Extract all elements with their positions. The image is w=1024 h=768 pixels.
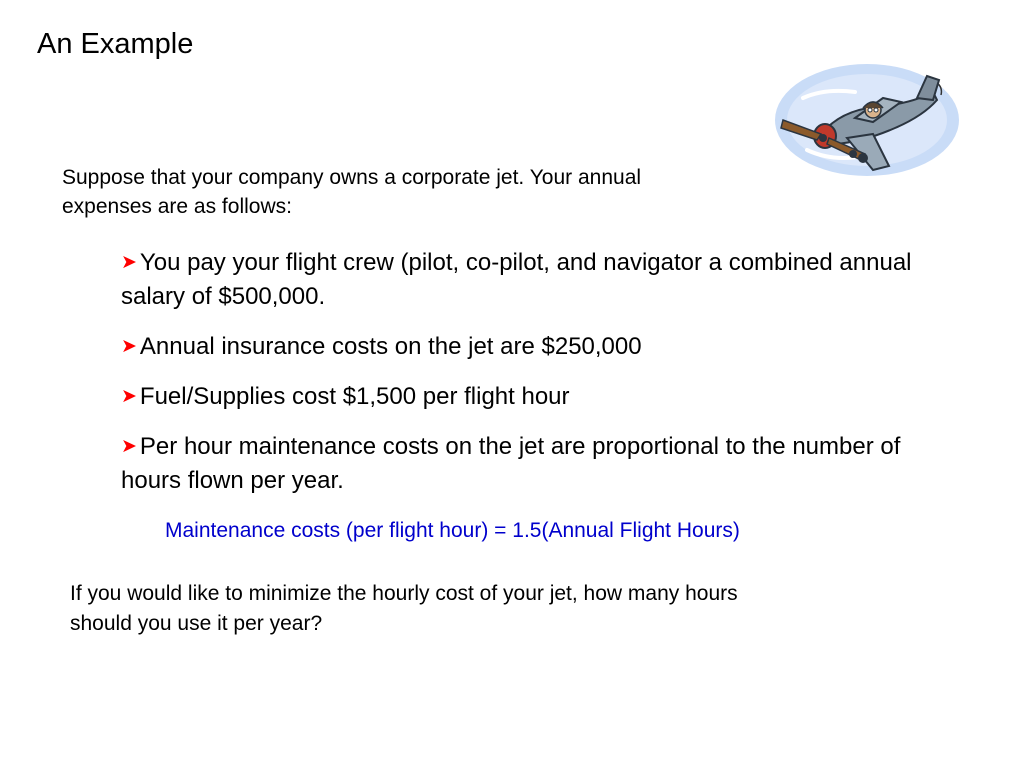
list-item-text: Annual insurance costs on the jet are $250,000 bbox=[139, 333, 642, 360]
list-item-text: Fuel/Supplies cost $1,500 per flight hour bbox=[139, 383, 570, 410]
list-item-text: Per hour maintenance costs on the jet are proportional to the number of hours flown per year. bbox=[121, 433, 901, 494]
list-item bbox=[121, 430, 921, 498]
list-item-text: You pay your flight crew (pilot, co-pilot, and navigator a combined annual salary of $500,000. bbox=[121, 249, 912, 310]
slide-title: An Example bbox=[37, 28, 194, 60]
question-paragraph: If you would like to minimize the hourly cost of your jet, how many hours should you use it per year? bbox=[70, 582, 738, 635]
list-item bbox=[121, 380, 921, 414]
maintenance-formula: Maintenance costs (per flight hour) = 1.5(Annual Flight Hours) bbox=[165, 519, 740, 542]
red-arrow-bullet-icon: ➤ bbox=[121, 336, 137, 357]
expense-list bbox=[121, 246, 921, 514]
red-arrow-bullet-icon: ➤ bbox=[121, 252, 137, 273]
intro-paragraph: Suppose that your company owns a corporate jet. Your annual expenses are as follows: bbox=[62, 166, 642, 218]
list-item bbox=[121, 246, 921, 314]
propeller-airplane-icon bbox=[755, 58, 960, 188]
red-arrow-bullet-icon: ➤ bbox=[121, 386, 137, 407]
list-item bbox=[121, 330, 921, 364]
red-arrow-bullet-icon: ➤ bbox=[121, 436, 137, 457]
